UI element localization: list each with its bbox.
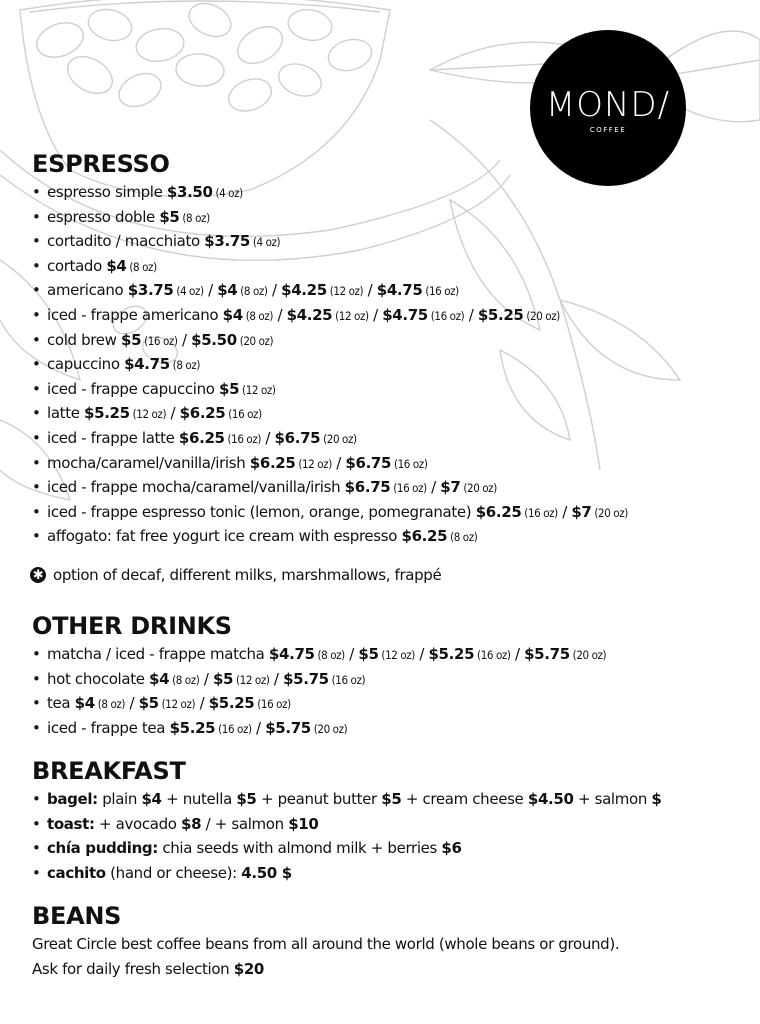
- menu-text: /: [331, 453, 346, 472]
- menu-text: latte: [47, 404, 85, 423]
- menu-item: [32, 426, 760, 451]
- menu-size: (8 oz): [242, 308, 274, 323]
- menu-size: (4 oz): [250, 235, 281, 250]
- menu-text: affogato: fat free yogurt ice cream with espresso: [47, 527, 402, 546]
- menu-price: $6.75: [274, 428, 321, 447]
- menu-text: /: [363, 281, 377, 300]
- menu-text: + salmon: [573, 790, 652, 808]
- menu-price: $5.75: [283, 669, 329, 688]
- menu-price: $5: [138, 694, 159, 713]
- menu-price: $6.25: [179, 404, 226, 423]
- menu-item: [32, 229, 760, 254]
- menu-size: (16 oz): [224, 431, 261, 446]
- menu-text: + nutella: [161, 790, 237, 808]
- menu-price: $6.75: [344, 478, 391, 497]
- menu-size: (8 oz): [169, 672, 200, 687]
- menu-text: americano: [47, 281, 128, 300]
- menu-price: $5.25: [84, 404, 130, 423]
- menu-price: $6: [441, 839, 462, 858]
- options-note-text: option of decaf, different milks, marshmallows, frappé: [53, 566, 442, 584]
- menu-text: /: [557, 502, 572, 521]
- menu-price: $5: [218, 379, 240, 398]
- beans-line-1: Great Circle best coffee beans from all around the world (whole beans or ground).: [32, 935, 620, 953]
- menu-price: $6.75: [345, 453, 392, 472]
- menu-item: [32, 278, 760, 303]
- menu-size: (20 oz): [569, 648, 607, 662]
- menu-text: iced - frappe espresso tonic (lemon, orange, pomegranate): [47, 502, 476, 521]
- menu-size: (20 oz): [310, 721, 348, 736]
- menu-text: + cream cheese: [401, 790, 528, 808]
- menu-text: /: [510, 645, 525, 663]
- menu-size: (20 oz): [236, 333, 274, 348]
- menu-size: (12 oz): [326, 284, 364, 299]
- menu-price: bagel:: [47, 790, 98, 808]
- menu-price: $5: [381, 790, 402, 808]
- menu-price: $10: [288, 814, 319, 833]
- menu-size: (16 oz): [427, 308, 465, 323]
- menu-item: [32, 524, 760, 549]
- menu-text: cortado: [47, 256, 107, 275]
- menu-size: (16 oz): [254, 697, 291, 712]
- menu-price: $5.25: [428, 645, 475, 663]
- menu-price: $4.25: [281, 281, 327, 300]
- menu-price: $5: [212, 669, 234, 688]
- other-drinks-list: [32, 642, 760, 740]
- menu-size: (12 oz): [129, 407, 167, 422]
- menu-text: /: [177, 330, 192, 349]
- menu-text: /: [269, 669, 284, 688]
- menu-price: $4.50: [527, 790, 574, 808]
- menu-price: $5: [358, 645, 379, 663]
- menu-text: /: [267, 281, 282, 300]
- menu-size: (12 oz): [295, 456, 332, 471]
- menu-price: $4: [106, 256, 127, 275]
- menu-text: /: [195, 694, 209, 713]
- menu-text: /: [251, 718, 266, 737]
- menu-price: $5: [236, 790, 257, 808]
- brand-logo: [530, 30, 686, 186]
- menu-size: (12 oz): [332, 308, 369, 323]
- menu-item: [32, 180, 760, 205]
- menu-text: /: [125, 694, 139, 713]
- menu-size: (16 oz): [521, 505, 558, 520]
- menu-text: tea: [47, 694, 75, 713]
- menu-item: [32, 667, 760, 692]
- menu-price: $: [651, 790, 662, 808]
- menu-item: [32, 328, 760, 353]
- menu-item: [32, 205, 760, 230]
- menu-price: $5: [121, 330, 142, 349]
- menu-item: [32, 500, 760, 525]
- menu-text: + peanut butter: [256, 790, 382, 808]
- menu-price: $4: [149, 669, 170, 688]
- menu-price: $7: [440, 478, 461, 497]
- menu-text: iced - frappe capuccino: [47, 379, 219, 398]
- menu-item: [32, 836, 760, 861]
- menu-text: hot chocolate: [47, 669, 150, 688]
- menu-size: (20 oz): [591, 505, 628, 520]
- menu-text: plain: [97, 790, 142, 808]
- menu-text: chia seeds with almond milk + berries: [157, 839, 442, 858]
- asterisk-icon: ✱: [30, 567, 46, 583]
- beans-line-2-text: Ask for daily fresh selection: [32, 959, 234, 978]
- menu-size: (12 oz): [158, 697, 196, 712]
- menu-text: /: [199, 669, 213, 688]
- menu-price: $4.75: [268, 645, 315, 663]
- menu-size: (4 oz): [212, 186, 243, 200]
- menu-text: /: [426, 478, 441, 497]
- menu-price: $5.75: [524, 645, 570, 663]
- menu-text: iced - frappe tea: [47, 718, 170, 737]
- menu-text: capuccino: [47, 355, 125, 374]
- menu-price: $8: [181, 814, 202, 833]
- menu-size: (8 oz): [314, 648, 345, 662]
- menu-text: /: [273, 305, 287, 324]
- menu-item: [32, 377, 760, 402]
- menu-price: chía pudding:: [47, 839, 158, 858]
- menu-item: [32, 352, 760, 377]
- menu-price: $4: [222, 305, 243, 324]
- menu-item: [32, 451, 760, 476]
- menu-text: /: [414, 645, 429, 663]
- menu-size: (16 oz): [422, 284, 459, 299]
- menu-size: (16 oz): [225, 407, 262, 422]
- menu-text: (hand or cheese):: [105, 863, 242, 882]
- menu-text: iced - frappe latte: [47, 428, 179, 447]
- menu-size: (8 oz): [179, 210, 210, 225]
- menu-size: (8 oz): [447, 530, 478, 545]
- beans-line-2: [32, 957, 619, 982]
- menu-size: (16 oz): [390, 481, 427, 496]
- menu-price: $5.25: [169, 718, 216, 737]
- menu-price: $5.75: [265, 718, 311, 737]
- menu-size: (8 oz): [169, 358, 200, 373]
- menu-item: [32, 401, 760, 426]
- menu-price: $6.25: [249, 453, 296, 472]
- menu-price: $3.50: [166, 183, 213, 201]
- menu-item: [32, 861, 760, 886]
- menu-item: [32, 475, 760, 500]
- menu-price: $5.50: [191, 330, 237, 349]
- menu-item: [32, 254, 760, 279]
- menu-price: $6.25: [401, 527, 448, 546]
- menu-size: (8 oz): [237, 284, 268, 299]
- menu-item: [32, 787, 760, 812]
- menu-price: cachito: [47, 863, 106, 882]
- menu-price: $3.75: [204, 232, 250, 251]
- options-note: [30, 566, 441, 584]
- menu-price: $4.25: [286, 305, 333, 324]
- menu-price: $4.75: [124, 355, 170, 374]
- menu-item: [32, 716, 760, 741]
- menu-size: (16 oz): [215, 721, 252, 736]
- menu-text: /: [344, 645, 359, 663]
- menu-size: (12 oz): [239, 382, 276, 397]
- menu-price: $4: [217, 281, 238, 300]
- menu-size: (8 oz): [94, 697, 126, 712]
- section-heading-espresso: ESPRESSO: [32, 150, 170, 178]
- menu-price: $6.25: [475, 502, 522, 521]
- logo-wordmark: MOND/: [545, 85, 671, 125]
- menu-size: (4 oz): [173, 284, 204, 299]
- menu-price: $7: [571, 502, 592, 521]
- menu-item: [32, 303, 760, 328]
- menu-size: (16 oz): [391, 456, 428, 471]
- menu-text: / + salmon: [201, 814, 289, 833]
- menu-text: + avocado: [94, 814, 182, 833]
- beans-description: [32, 932, 619, 981]
- menu-price: $6.25: [178, 428, 225, 447]
- menu-price: $4: [74, 694, 95, 713]
- menu-text: espresso simple: [47, 183, 167, 201]
- menu-size: (12 oz): [378, 648, 415, 662]
- beans-price: $20: [233, 959, 265, 978]
- section-heading-breakfast: BREAKFAST: [32, 757, 186, 785]
- menu-text: iced - frappe americano: [47, 305, 223, 324]
- menu-price: $5.25: [208, 694, 255, 713]
- menu-size: (8 oz): [126, 259, 157, 274]
- section-heading-beans: BEANS: [32, 902, 122, 930]
- menu-price: toast:: [47, 814, 95, 833]
- menu-text: /: [368, 305, 383, 324]
- menu-price: $4.75: [382, 305, 428, 324]
- menu-text: /: [166, 404, 180, 423]
- menu-size: (20 oz): [460, 481, 497, 496]
- menu-price: $4: [141, 790, 162, 808]
- menu-item: [32, 642, 760, 667]
- menu-item: [32, 691, 760, 716]
- menu-size: (20 oz): [320, 431, 357, 446]
- logo-subtitle: COFFEE: [589, 126, 627, 134]
- menu-item: [32, 812, 760, 837]
- section-heading-other-drinks: OTHER DRINKS: [32, 612, 232, 640]
- menu-size: (16 oz): [328, 672, 366, 687]
- menu-size: (16 oz): [474, 648, 511, 662]
- menu-price: 4.50 $: [241, 863, 292, 882]
- menu-size: (20 oz): [523, 308, 560, 323]
- menu-text: cortadito / macchiato: [47, 232, 205, 251]
- menu-text: espresso doble: [47, 207, 160, 226]
- menu-text: /: [261, 428, 275, 447]
- menu-size: (12 oz): [233, 672, 270, 687]
- menu-text: mocha/caramel/vanilla/irish: [47, 453, 250, 472]
- menu-text: iced - frappe mocha/caramel/vanilla/irish: [47, 478, 345, 497]
- menu-price: $5.25: [477, 305, 524, 324]
- menu-text: cold brew: [47, 330, 122, 349]
- breakfast-list: [32, 787, 760, 885]
- menu-text: matcha / iced - frappe matcha: [47, 645, 269, 663]
- espresso-list: [32, 180, 760, 549]
- menu-text: /: [464, 305, 478, 324]
- menu-size: (16 oz): [141, 333, 178, 348]
- menu-price: $3.75: [127, 281, 174, 300]
- menu-price: $4.75: [376, 281, 423, 300]
- menu-text: /: [203, 281, 218, 300]
- menu-price: $5: [159, 207, 180, 226]
